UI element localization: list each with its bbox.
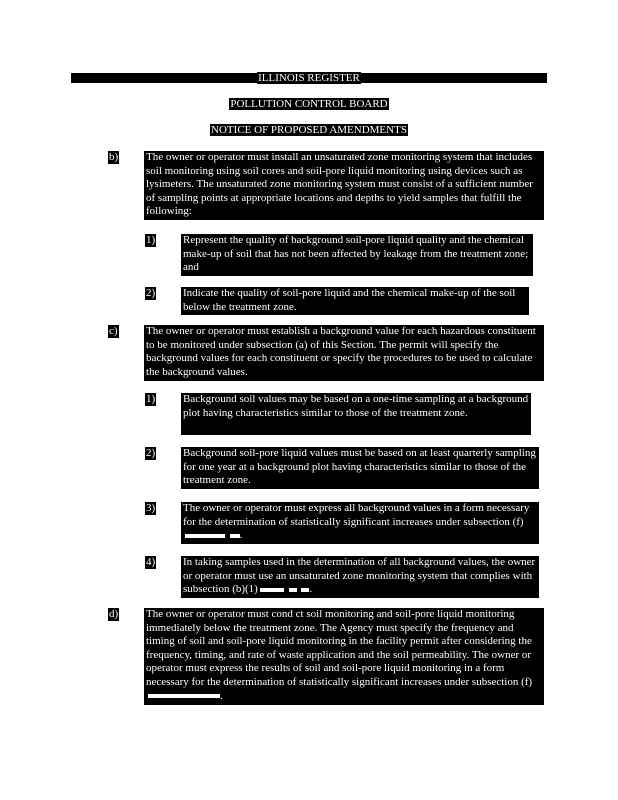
section-c-item-2-text: Background soil-pore liquid values must be based on at least quarterly sampling for one year at a background plot having characteristics similar to those of the treatment zone. xyxy=(181,447,539,489)
section-b-item-2-text: Indicate the quality of soil-pore liquid and the chemical make-up of the soil below the treatment zone. xyxy=(181,287,529,315)
section-c-item-4-mark: 4) xyxy=(146,556,156,568)
section-c-mark: c) xyxy=(109,325,118,337)
section-c-item-3-mark: 3) xyxy=(146,502,156,514)
section-c-item-4-block: In taking samples used in the determination of all background values, the owner or operator must use an unsaturated zone monitoring system that complies with subsection (b)(1) . xyxy=(181,556,539,598)
section-c-item-1-text: Background soil values may be based on a one-time sampling at a background plot having characteristics similar to those of the treatment zone. xyxy=(181,393,531,435)
board-title: POLLUTION CONTROL BOARD xyxy=(230,98,388,110)
section-d-text: The owner or operator must cond ct soil monitoring and soil-pore liquid monitoring immediately below the treatment zone. The Agency must specify the frequency and timing of soil and soil-pore liquid monitoring in the facility permit after considering the frequency, timing, and rate of waste application and the soil permeability. The owner or operator must express the results of soil and soil-pore liquid monitoring in a form necessary for the determination of statistically significant increases under subsection (f) xyxy=(146,608,533,688)
section-b-item-2-mark: 2) xyxy=(146,287,156,299)
section-c-item-3-block: The owner or operator must express all background values in a form necessary for the determination of statistically significant increases under subsection (f) . xyxy=(181,502,539,544)
section-c-text: The owner or operator must establish a background value for each hazardous constituent to be monitored under subsection (a) of this Section. The permit will specify the background values for each constituent or specify the procedures to be used to calculate the background values. xyxy=(144,325,544,381)
section-c-item-3-text: The owner or operator must express all background values in a form necessary for the determination of statistically significant increases under subsection (f) xyxy=(183,502,530,528)
redaction-mark xyxy=(301,588,309,592)
section-c-item-1-mark: 1) xyxy=(146,393,156,405)
section-d-mark: d) xyxy=(109,608,119,620)
redaction-mark xyxy=(260,588,284,592)
notice-title: NOTICE OF PROPOSED AMENDMENTS xyxy=(211,124,407,136)
redaction-mark xyxy=(148,694,220,698)
section-b-item-1-mark: 1) xyxy=(146,234,156,246)
redaction-mark xyxy=(289,588,297,592)
section-d-block: The owner or operator must cond ct soil monitoring and soil-pore liquid monitoring immediately below the treatment zone. The Agency must specify the frequency and timing of soil and soil-pore liquid monitoring in the facility permit after considering the frequency, timing, and rate of waste application and the soil permeability. The owner or operator must express the results of soil and soil-pore liquid monitoring in a form necessary for the determination of statistically significant increases under subsection (f). xyxy=(144,608,544,705)
section-c-item-4-text: In taking samples used in the determination of all background values, the owner or operator must use an unsaturated zone monitoring system that complies with subsection (b)(1) xyxy=(183,556,536,596)
redaction-mark xyxy=(185,534,225,538)
register-title: ILLINOIS REGISTER xyxy=(258,72,360,84)
section-b-text: The owner or operator must install an unsaturated zone monitoring system that includes soil monitoring using soil cores and soil-pore liquid monitoring using devices such as lysimeters. The unsaturated zone monitoring system must consist of a sufficient number of sampling points at appropriate locations and depths to yield samples that fulfill the following: xyxy=(144,151,544,220)
section-b-item-1-text: Represent the quality of background soil-pore liquid quality and the chemical make-up of soil that has not been affected by leakage from the treatment zone; and xyxy=(181,234,533,276)
section-c-item-2-mark: 2) xyxy=(146,447,156,459)
section-b-mark: b) xyxy=(109,151,119,163)
redaction-mark xyxy=(230,534,240,538)
